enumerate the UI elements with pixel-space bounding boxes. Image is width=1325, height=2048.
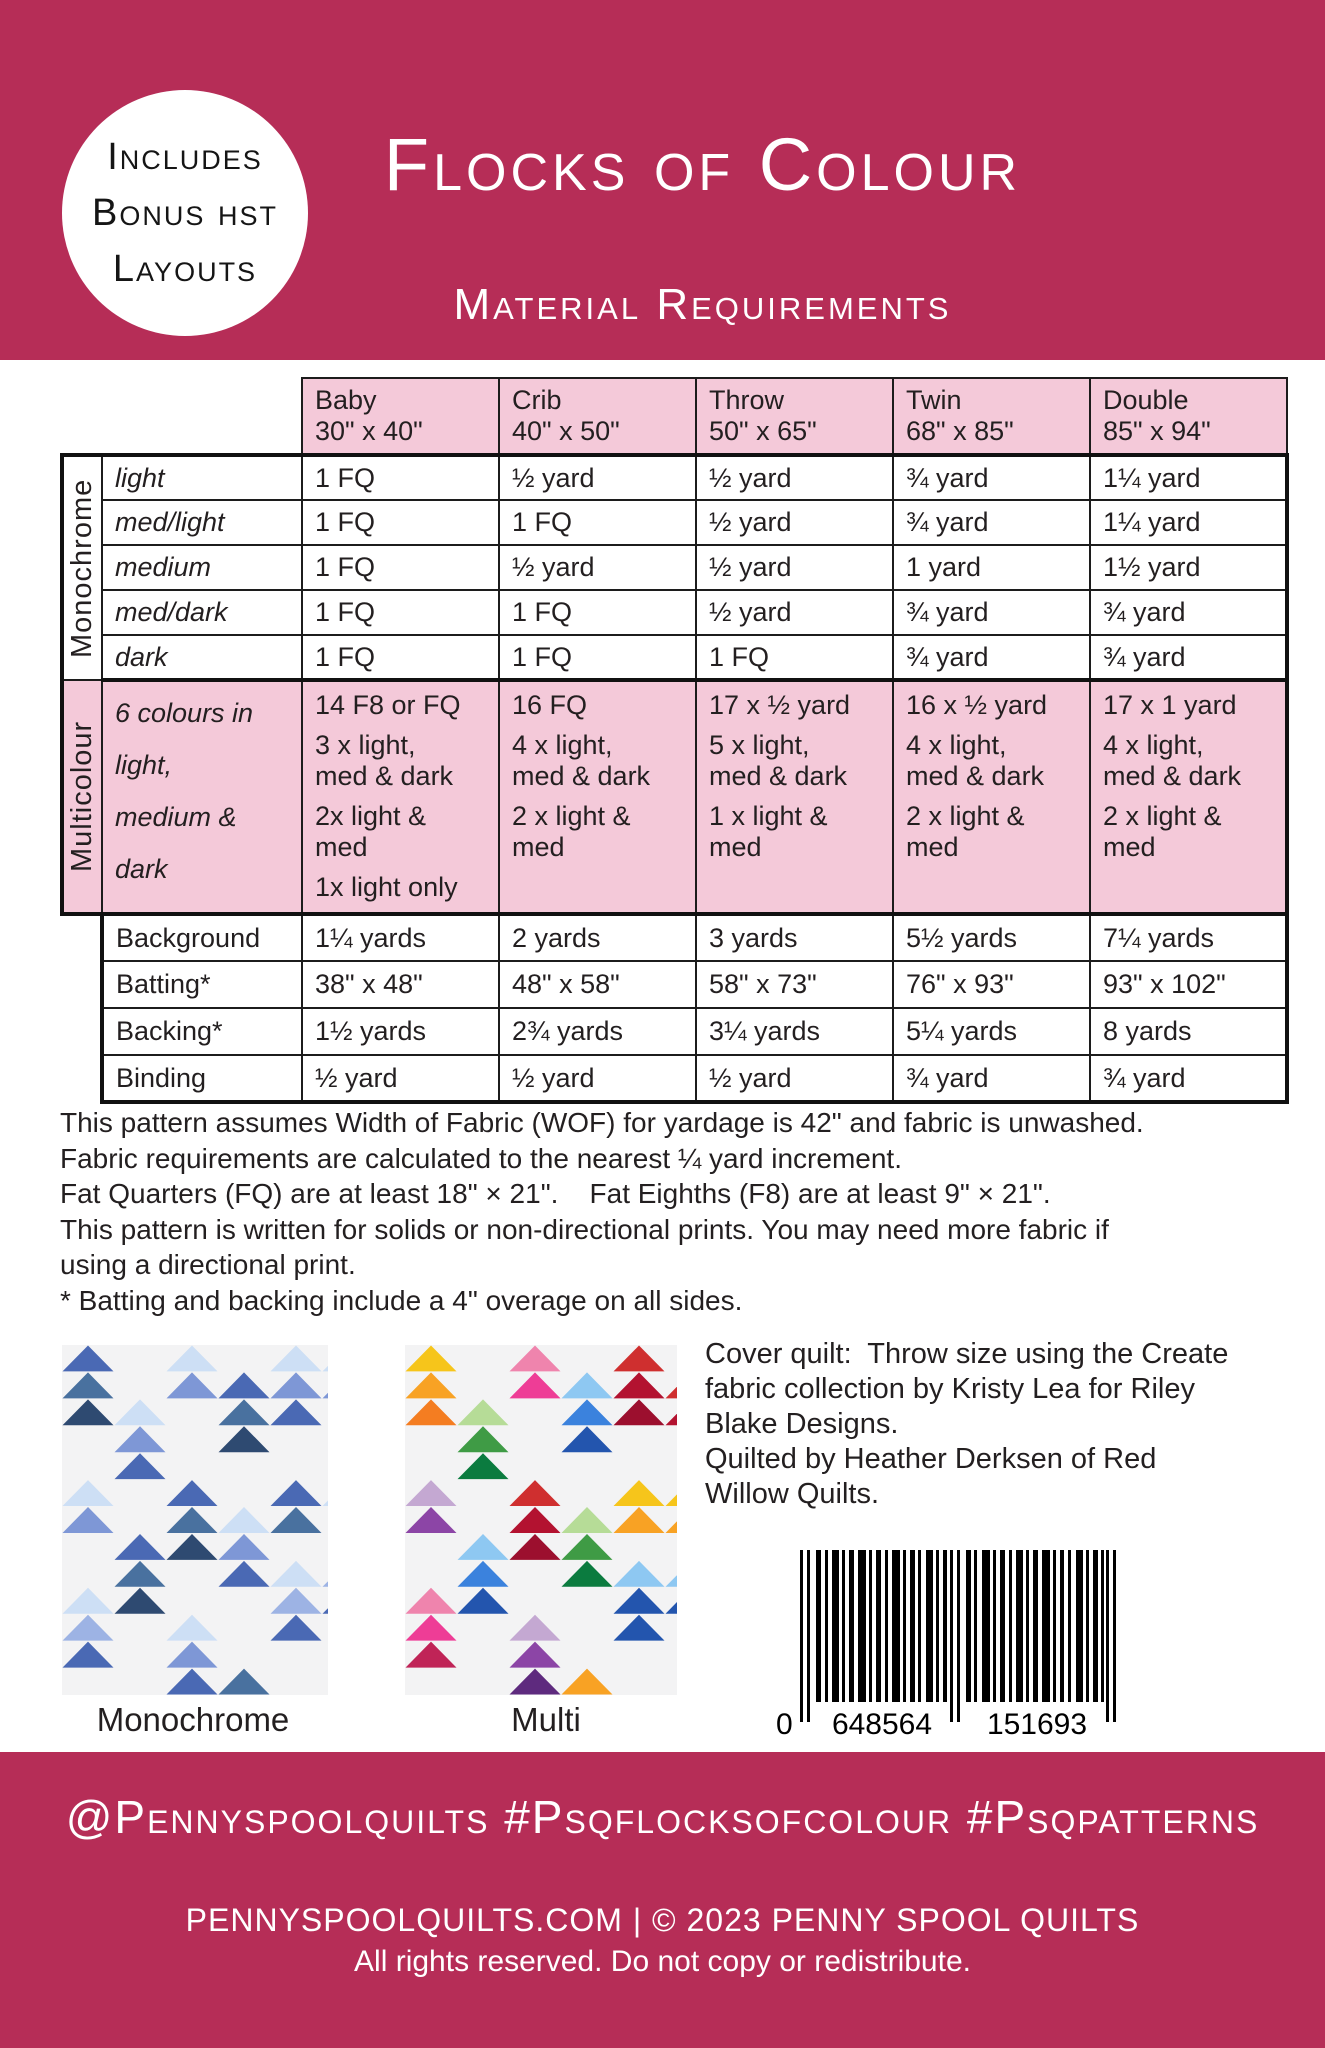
row-label: dark: [102, 635, 302, 680]
col-name: Baby: [315, 385, 377, 415]
table-cell: 17 x 1 yard 4 x light, med & dark 2 x light & med: [1090, 680, 1287, 914]
col-header-twin: [893, 378, 1090, 455]
row-label: Binding: [102, 1055, 302, 1102]
table-cell: ¾ yard: [893, 1055, 1090, 1102]
table-cell: 1¼ yard: [1090, 455, 1287, 500]
table-cell: ½ yard: [302, 1055, 499, 1102]
col-header-throw: [696, 378, 893, 455]
subtitle-wrap: [80, 280, 1325, 330]
table-cell: ¾ yard: [1090, 1055, 1287, 1102]
row-spacer: [62, 961, 102, 1008]
table-row-med-dark: [62, 590, 1287, 635]
table-cell: ½ yard: [696, 545, 893, 590]
quilt-label-multi: Multi: [511, 1701, 581, 1738]
table-cell: 1 FQ: [302, 545, 499, 590]
note-line: Fat Quarters (FQ) are at least 18" × 21". Fat Eighths (F8) are at least 9" × 21".: [60, 1178, 1051, 1209]
pattern-notes: [60, 1105, 1280, 1318]
note-line: This pattern assumes Width of Fabric (WOF) for yardage is 42" and fabric is unwashed.: [60, 1107, 1144, 1138]
page-subtitle: Material Requirements: [453, 280, 952, 329]
table-row-background: [62, 914, 1287, 961]
table-cell: 1 FQ: [302, 455, 499, 500]
table-row-medium: [62, 545, 1287, 590]
table-cell: 16 FQ 4 x light, med & dark 2 x light & med: [499, 680, 696, 914]
footer-band: [0, 1752, 1325, 2048]
note-line: using a directional print.: [60, 1249, 356, 1280]
cover-line: fabric collection by Kristy Lea for Riley: [705, 1373, 1195, 1405]
social-handles: @Pennyspoolquilts #Psqflocksofcolour #Psqpatterns: [65, 1791, 1260, 1843]
table-cell: 1 FQ: [302, 500, 499, 545]
table-cell: 48" x 58": [499, 961, 696, 1008]
cover-line: Blake Designs.: [705, 1408, 899, 1440]
table-cell: 5¼ yards: [893, 1008, 1090, 1055]
note-line: This pattern is written for solids or non-directional prints. You may need more fabric if: [60, 1213, 1109, 1245]
table-cell: 1½ yards: [302, 1008, 499, 1055]
table-row-dark: [62, 635, 1287, 680]
table-cell: 76" x 93": [893, 961, 1090, 1008]
table-cell: 58" x 73": [696, 961, 893, 1008]
row-spacer: [62, 1008, 102, 1055]
col-size: 30" x 40": [315, 416, 423, 446]
table-cell: 93" x 102": [1090, 961, 1287, 1008]
table-cell: ¾ yard: [1090, 635, 1287, 680]
table-cell: 1 FQ: [696, 635, 893, 680]
table-cell: 2 yards: [499, 914, 696, 961]
table-cell: 1¼ yards: [302, 914, 499, 961]
table-cell: 3 yards: [696, 914, 893, 961]
table-cell: ½ yard: [696, 1055, 893, 1102]
row-label: light: [102, 455, 302, 500]
table-cell: ½ yard: [499, 1055, 696, 1102]
quilt-image-monochrome: [62, 1345, 328, 1695]
table-cell: ½ yard: [696, 500, 893, 545]
row-label: 6 colours in light, medium & dark: [102, 680, 302, 914]
col-size: 85" x 94": [1103, 416, 1211, 446]
barcode: [776, 1550, 1120, 1750]
website-copyright: PENNYSPOOLQUILTS.COM | © 2023 PENNY SPOOL QUILTS: [185, 1902, 1140, 1938]
table-cell: 8 yards: [1090, 1008, 1287, 1055]
col-size: 68" x 85": [906, 416, 1014, 446]
header-spacer: [62, 378, 302, 455]
table-row-light: [62, 455, 1287, 500]
row-label: Backing*: [102, 1008, 302, 1055]
row-label: Background: [102, 914, 302, 961]
table-cell: 1 FQ: [499, 635, 696, 680]
col-size: 40" x 50": [512, 416, 620, 446]
barcode-bars: [800, 1550, 1120, 1726]
barcode-digit: 648564: [831, 1708, 933, 1741]
note-line: Fabric requirements are calculated to the nearest ¼ yard increment.: [60, 1142, 902, 1174]
row-spacer: [62, 914, 102, 961]
table-cell: ¾ yard: [893, 500, 1090, 545]
table-cell: 17 x ½ yard 5 x light, med & dark 1 x light & med: [696, 680, 893, 914]
row-label: med/dark: [102, 590, 302, 635]
table-row-backing: [62, 1008, 1287, 1055]
badge-line: Includes: [107, 136, 263, 178]
badge-line: Layouts: [112, 248, 258, 290]
material-requirements-table: [60, 377, 1289, 1104]
table-cell: 3¼ yards: [696, 1008, 893, 1055]
table-cell: 1 yard: [893, 545, 1090, 590]
col-name: Crib: [512, 385, 562, 415]
col-header-crib: [499, 378, 696, 455]
col-name: Throw: [709, 385, 785, 415]
table-header-row: [62, 378, 1287, 455]
group-label-monochrome: Monochrome: [62, 455, 102, 680]
table-cell: 14 F8 or FQ 3 x light, med & dark 2x light & med 1x light only: [302, 680, 499, 914]
table-cell: 1 FQ: [302, 590, 499, 635]
table-cell: 16 x ½ yard 4 x light, med & dark 2 x light & med: [893, 680, 1090, 914]
note-line: * Batting and backing include a 4" overage on all sides.: [60, 1284, 743, 1316]
col-size: 50" x 65": [709, 416, 817, 446]
quilt-label-monochrome: Monochrome: [96, 1701, 290, 1738]
col-header-double: [1090, 378, 1287, 455]
cover-quilt-credit: [705, 1337, 1250, 1512]
table-cell: ½ yard: [696, 455, 893, 500]
table-cell: ¾ yard: [1090, 590, 1287, 635]
table-cell: ½ yard: [499, 455, 696, 500]
badge-line: Bonus hst: [92, 192, 278, 234]
barcode-digit: 151693: [986, 1708, 1088, 1741]
col-name: Double: [1103, 385, 1189, 415]
table-cell: 7¼ yards: [1090, 914, 1287, 961]
cover-line: Quilted by Heather Derksen of Red: [705, 1443, 1157, 1475]
table-cell: 1 FQ: [499, 590, 696, 635]
table-cell: 5½ yards: [893, 914, 1090, 961]
table-cell: 1½ yard: [1090, 545, 1287, 590]
table-cell: ¾ yard: [893, 635, 1090, 680]
rights-notice: All rights reserved. Do not copy or redistribute.: [354, 1945, 971, 1978]
group-label-multicolour: Multicolour: [62, 680, 102, 914]
table-cell: 2¾ yards: [499, 1008, 696, 1055]
table-row-med-light: [62, 500, 1287, 545]
table-cell: 1 FQ: [499, 500, 696, 545]
table-cell: ¾ yard: [893, 455, 1090, 500]
table-cell: 38" x 48": [302, 961, 499, 1008]
table-cell: ¾ yard: [893, 590, 1090, 635]
table-row-multicolour: [62, 680, 1287, 914]
title-wrap: [80, 122, 1325, 207]
header-band: [0, 0, 1325, 360]
table-row-batting: [62, 961, 1287, 1008]
table-cell: ½ yard: [696, 590, 893, 635]
cover-line: Willow Quilts.: [705, 1478, 880, 1510]
table-cell: 1¼ yard: [1090, 500, 1287, 545]
col-header-baby: [302, 378, 499, 455]
row-label: medium: [102, 545, 302, 590]
row-label: Batting*: [102, 961, 302, 1008]
quilt-image-multi: [405, 1345, 677, 1695]
table-cell: 1 FQ: [302, 635, 499, 680]
col-name: Twin: [906, 385, 962, 415]
table-row-binding: [62, 1055, 1287, 1102]
row-spacer: [62, 1055, 102, 1102]
page-title: Flocks of Colour: [383, 123, 1022, 206]
barcode-digit: 0: [776, 1708, 793, 1741]
cover-line: Cover quilt: Throw size using the Create: [705, 1338, 1229, 1370]
table-cell: ½ yard: [499, 545, 696, 590]
row-label: med/light: [102, 500, 302, 545]
